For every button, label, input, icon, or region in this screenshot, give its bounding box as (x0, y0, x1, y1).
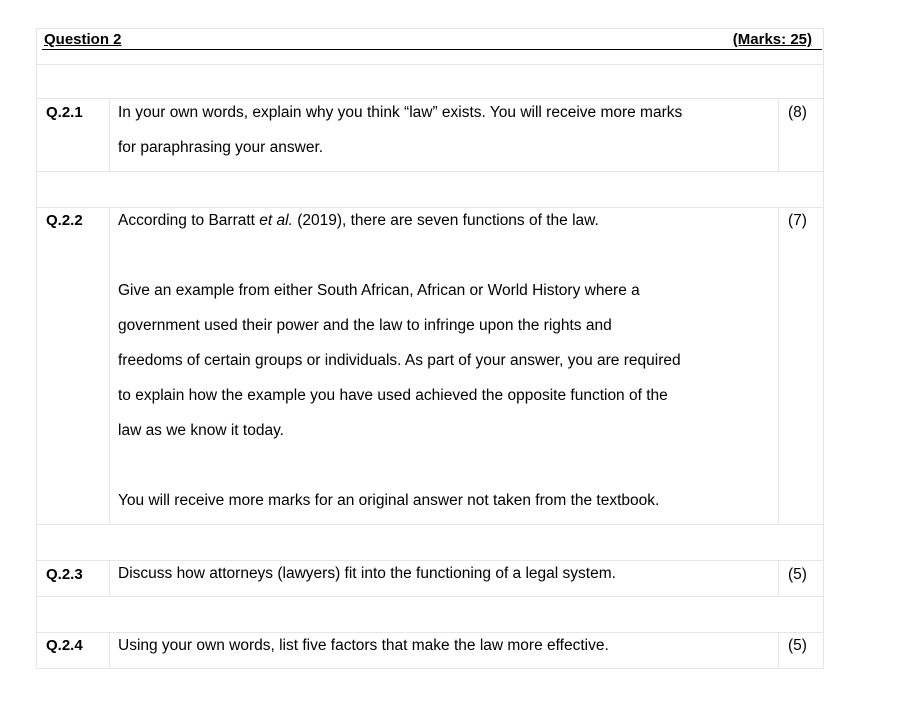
intro-text: According to Barratt (118, 212, 260, 229)
question-line: Give an example from either South African, African or World History where a (118, 282, 640, 299)
question-number: Q.2.2 (46, 212, 83, 229)
row-divider (37, 596, 823, 597)
question-title: Question 2 (44, 31, 122, 48)
question-marks: (8) (788, 104, 807, 121)
question-number: Q.2.4 (46, 637, 83, 654)
question-text (118, 95, 778, 165)
question-number: Q.2.3 (46, 566, 83, 583)
question-marks: (5) (788, 637, 807, 654)
question-line: law as we know it today. (118, 422, 284, 439)
column-divider (109, 560, 110, 596)
intro-italic: et al. (259, 212, 293, 229)
row-divider (37, 171, 823, 172)
question-line: for paraphrasing your answer. (118, 139, 324, 156)
question-line: Using your own words, list five factors that make the law more effective. (118, 637, 609, 654)
column-divider (109, 98, 110, 171)
column-divider (109, 207, 110, 524)
question-line: government used their power and the law to infringe upon the rights and (118, 317, 612, 334)
question-marks: (5) (788, 566, 807, 583)
intro-text: (2019), there are seven functions of the law. (292, 212, 599, 229)
row-divider (37, 64, 823, 65)
question-number: Q.2.1 (46, 104, 83, 121)
column-divider (778, 632, 779, 668)
question-line: freedoms of certain groups or individuals. As part of your answer, you are required (118, 352, 681, 369)
question-marks: (7) (788, 212, 807, 229)
column-divider (778, 560, 779, 596)
column-divider (778, 207, 779, 524)
question-intro (118, 203, 778, 238)
question-line: Discuss how attorneys (lawyers) fit into the functioning of a legal system. (118, 565, 616, 582)
column-divider (109, 632, 110, 668)
column-divider (778, 98, 779, 171)
question-text (118, 203, 778, 518)
question-text (118, 556, 778, 591)
question-line: In your own words, explain why you think “law” exists. You will receive more marks (118, 104, 683, 121)
total-marks: (Marks: 25) (732, 31, 812, 48)
question-header (42, 30, 822, 50)
question-line: to explain how the example you have used achieved the opposite function of the (118, 387, 668, 404)
question-text (118, 628, 778, 663)
question-closing: You will receive more marks for an original answer not taken from the textbook. (118, 492, 660, 509)
row-divider (37, 524, 823, 525)
